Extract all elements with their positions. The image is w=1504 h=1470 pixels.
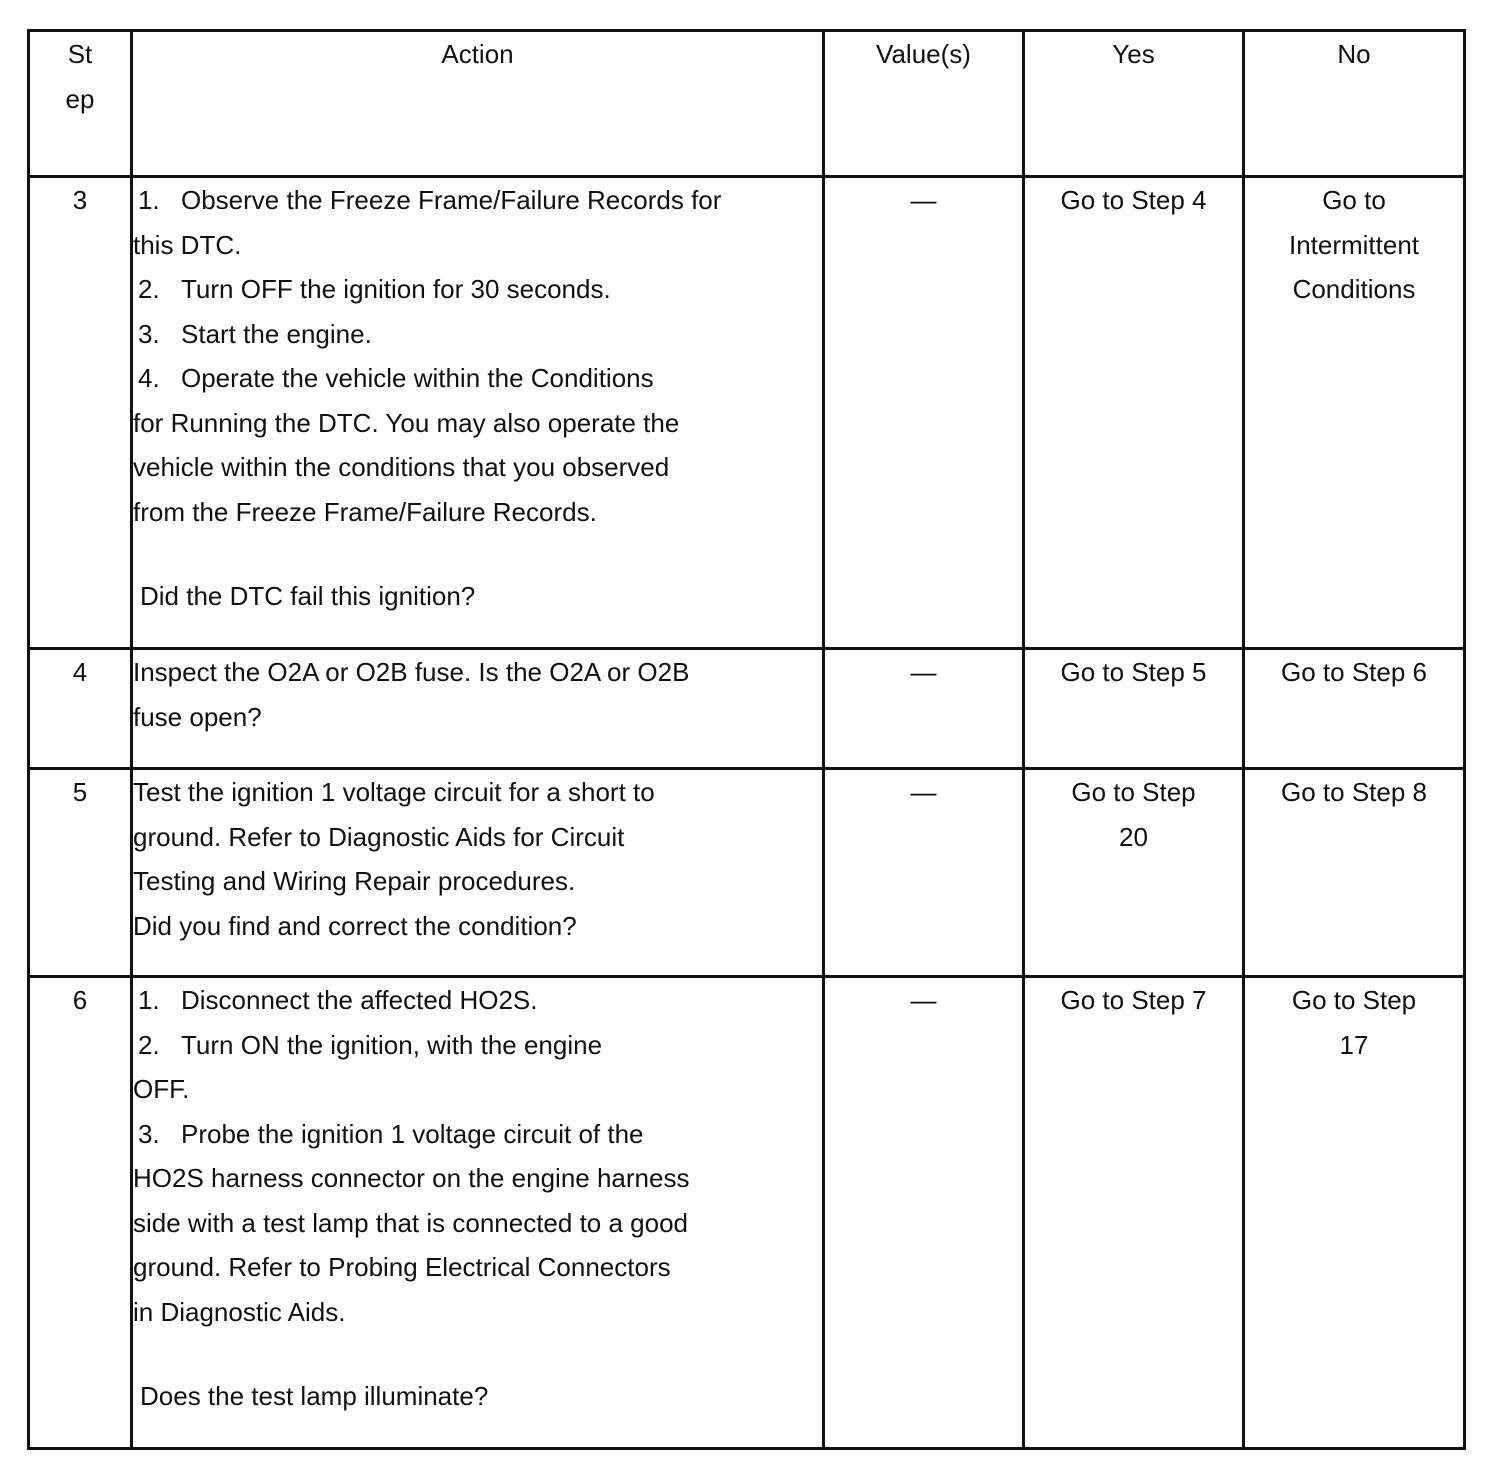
item-text: Start the engine. bbox=[181, 318, 372, 349]
action-item bbox=[133, 978, 822, 1023]
action-line: Did you find and correct the condition? bbox=[133, 910, 577, 941]
action-item bbox=[133, 267, 822, 312]
yes-cell: Go to Step 7 bbox=[1024, 977, 1244, 1449]
table-row bbox=[29, 769, 1465, 977]
diagnostic-table bbox=[27, 29, 1466, 1450]
value-cell: — bbox=[824, 177, 1024, 649]
action-item bbox=[133, 178, 822, 223]
item-number: 2. bbox=[138, 274, 160, 304]
step-number: 5 bbox=[29, 769, 132, 977]
action-continuation: in Diagnostic Aids. bbox=[133, 1296, 346, 1327]
action-continuation: vehicle within the conditions that you observed bbox=[133, 452, 670, 482]
header-step-line2: ep bbox=[65, 83, 95, 114]
no-cell bbox=[1244, 977, 1465, 1449]
no-cell: Go to Step 8 bbox=[1244, 769, 1465, 977]
action-line: fuse open? bbox=[133, 701, 262, 732]
header-yes: Yes bbox=[1024, 31, 1244, 177]
action-continuation: side with a test lamp that is connected to a good bbox=[133, 1207, 689, 1238]
action-question: Did the DTC fail this ignition? bbox=[140, 581, 476, 611]
action-line: Test the ignition 1 voltage circuit for a short to bbox=[133, 777, 655, 807]
action-question: Does the test lamp illuminate? bbox=[140, 1381, 489, 1411]
item-text: Probe the ignition 1 voltage circuit of the bbox=[181, 1118, 644, 1149]
item-text: Operate the vehicle within the Conditions bbox=[181, 363, 654, 393]
action-line: ground. Refer to Diagnostic Aids for Circuit bbox=[133, 821, 625, 852]
action-continuation: ground. Refer to Probing Electrical Connectors bbox=[133, 1252, 671, 1282]
item-number: 1. bbox=[138, 985, 160, 1015]
action-continuation: from the Freeze Frame/Failure Records. bbox=[133, 496, 597, 527]
no-line: Go to bbox=[1322, 185, 1386, 215]
header-step-line1: St bbox=[67, 39, 93, 69]
value-cell: — bbox=[824, 649, 1024, 769]
item-text: Disconnect the affected HO2S. bbox=[181, 985, 538, 1015]
item-text: Turn ON the ignition, with the engine bbox=[181, 1029, 603, 1060]
yes-line: Go to Step bbox=[1071, 777, 1196, 807]
action-continuation: this DTC. bbox=[133, 229, 242, 260]
no-cell: Go to Step 6 bbox=[1244, 649, 1465, 769]
header-values: Value(s) bbox=[824, 31, 1024, 177]
yes-cell: Go to Step 4 bbox=[1024, 177, 1244, 649]
spacer bbox=[133, 1334, 822, 1374]
action-continuation: HO2S harness connector on the engine harness bbox=[133, 1163, 690, 1193]
item-number: 2. bbox=[138, 1029, 160, 1060]
action-cell bbox=[132, 769, 824, 977]
item-number: 3. bbox=[138, 318, 160, 349]
header-no: No bbox=[1244, 31, 1465, 177]
step-number: 3 bbox=[29, 177, 132, 649]
action-cell bbox=[132, 649, 824, 769]
value-cell: — bbox=[824, 769, 1024, 977]
item-text: Observe the Freeze Frame/Failure Records for bbox=[181, 185, 722, 215]
header-step bbox=[29, 31, 132, 177]
no-line: Conditions bbox=[1292, 274, 1416, 304]
action-line: Inspect the O2A or O2B fuse. Is the O2A or O2B bbox=[133, 657, 690, 687]
value-cell: — bbox=[824, 977, 1024, 1449]
table-row bbox=[29, 177, 1465, 649]
action-continuation: OFF. bbox=[133, 1074, 190, 1104]
step-number: 6 bbox=[29, 977, 132, 1449]
yes-cell bbox=[1024, 769, 1244, 977]
action-item bbox=[133, 312, 822, 357]
item-number: 4. bbox=[138, 363, 160, 393]
no-line: 17 bbox=[1339, 1029, 1369, 1060]
yes-line: 20 bbox=[1119, 821, 1148, 852]
action-item bbox=[133, 356, 822, 401]
no-line: Intermittent bbox=[1288, 229, 1420, 260]
action-cell bbox=[132, 977, 824, 1449]
no-line: Go to Step bbox=[1291, 985, 1417, 1015]
step-number: 4 bbox=[29, 649, 132, 769]
action-line: Testing and Wiring Repair procedures. bbox=[133, 866, 576, 896]
action-cell bbox=[132, 177, 824, 649]
header-row bbox=[29, 31, 1465, 177]
spacer bbox=[133, 534, 822, 574]
action-continuation: for Running the DTC. You may also operate the bbox=[133, 407, 680, 438]
table-row bbox=[29, 977, 1465, 1449]
action-item bbox=[133, 1023, 822, 1068]
item-number: 3. bbox=[138, 1118, 160, 1149]
header-action: Action bbox=[132, 31, 824, 177]
item-number: 1. bbox=[138, 185, 160, 215]
item-text: Turn OFF the ignition for 30 seconds. bbox=[181, 274, 611, 304]
action-item bbox=[133, 1112, 822, 1157]
yes-cell: Go to Step 5 bbox=[1024, 649, 1244, 769]
no-cell bbox=[1244, 177, 1465, 649]
table-row bbox=[29, 649, 1465, 769]
